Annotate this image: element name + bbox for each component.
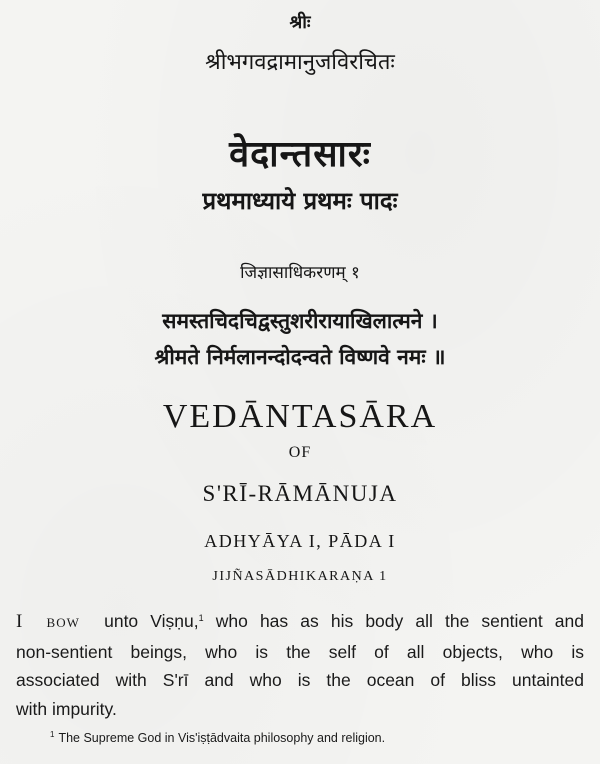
- english-title: VEDĀNTASĀRA: [162, 398, 438, 435]
- body-text-fragment: who has as his body all the sentient and: [215, 611, 585, 631]
- sanskrit-title: वेदान्तसारः: [229, 134, 371, 175]
- footnote-marker: 1: [50, 730, 55, 739]
- english-of: OF: [288, 444, 312, 461]
- sanskrit-adhikarana-heading: जिज्ञासाधिकरणम् १: [240, 263, 360, 283]
- footnote-text: The Supreme God in Vis'iṣṭādvaita philosophy and religion.: [58, 731, 386, 745]
- footnote-reference: 1: [198, 613, 204, 623]
- drop-capital: I: [16, 611, 23, 632]
- sanskrit-verse-line-2: श्रीमते निर्मलानन्दोदन्वते विष्णवे नमः ॥: [154, 345, 446, 369]
- sanskrit-author-line: श्रीभगवद्रामानुजविरचितः: [205, 50, 395, 75]
- english-adhikarana-heading: JIJÑASĀDHIKARAṆA 1: [212, 569, 388, 584]
- footnote: [50, 730, 385, 745]
- body-line-3: associated with S'rī and who is the ocean of bliss untainted: [16, 670, 584, 690]
- body-paragraph: [16, 604, 584, 723]
- body-line-4: with impurity.: [16, 698, 117, 719]
- body-text-fragment: unto Viṣṇu,: [104, 611, 199, 631]
- sanskrit-chapter-heading: प्रथमाध्याये प्रथमः पादः: [202, 187, 398, 215]
- small-caps-word: BOW: [46, 615, 80, 630]
- english-author: S'RĪ-RĀMĀNUJA: [202, 481, 398, 506]
- body-line-2: non-sentient beings, who is the self of all objects, who is: [16, 641, 584, 662]
- sanskrit-verse-line-1: समस्तचिदचिद्वस्तुशरीरायाखिलात्मने ।: [162, 309, 438, 333]
- body-line-1: [16, 604, 584, 638]
- english-section-heading: ADHYĀYA I, PĀDA I: [204, 531, 396, 551]
- invocation-sri: श्रीः: [289, 12, 311, 33]
